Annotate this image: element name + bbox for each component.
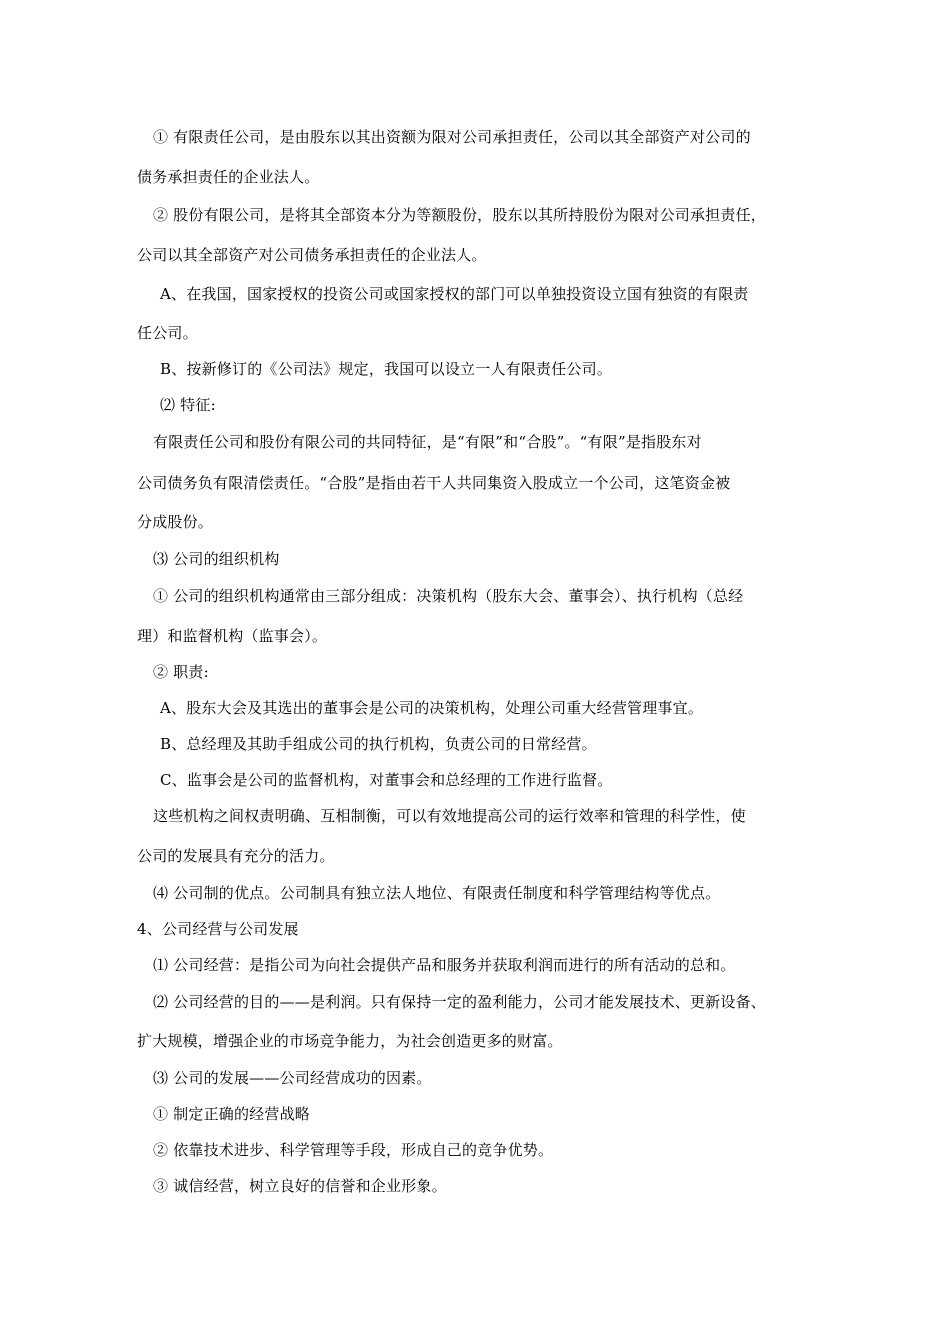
paragraph-line: 公司的发展具有充分的活力。 <box>137 847 335 865</box>
section-heading: ⑶ 公司的组织机构 <box>153 550 280 568</box>
section-heading: ⑵ 特征: <box>160 396 216 414</box>
paragraph-line: 这些机构之间权责明确、互相制衡，可以有效地提高公司的运行效率和管理的科学性，使 <box>153 807 746 825</box>
paragraph-line: 分成股份。 <box>137 513 214 531</box>
paragraph-line: ① 公司的组织机构通常由三部分组成：决策机构（股东大会、董事会）、执行机构（总经 <box>153 587 744 605</box>
paragraph-line: B、按新修订的《公司法》规定，我国可以设立一人有限责任公司。 <box>160 360 613 378</box>
paragraph-line: A、股东大会及其选出的董事会是公司的决策机构，处理公司重大经营管理事宜。 <box>160 699 704 717</box>
paragraph-line: 任公司。 <box>137 324 198 342</box>
paragraph-line: 公司债务负有限清偿责任。“合股”是指由若干人共同集资入股成立一个公司，这笔资金被 <box>137 474 731 492</box>
paragraph-line: ① 有限责任公司，是由股东以其出资额为限对公司承担责任，公司以其全部资产对公司的 <box>153 128 751 146</box>
paragraph-line: ⑵ 公司经营的目的——是利润。只有保持一定的盈利能力，公司才能发展技术、更新设备、 <box>153 993 766 1011</box>
paragraph-line: 公司以其全部资产对公司债务承担责任的企业法人。 <box>137 246 487 264</box>
list-item: ② 依靠技术进步、科学管理等手段，形成自己的竞争优势。 <box>153 1141 554 1159</box>
list-item: ① 制定正确的经营战略 <box>153 1105 310 1123</box>
paragraph-line: ⑷ 公司制的优点。公司制具有独立法人地位、有限责任制度和科学管理结构等优点。 <box>153 884 721 902</box>
list-item: ③ 诚信经营，树立良好的信誉和企业形象。 <box>153 1177 447 1195</box>
paragraph-line: 理）和监督机构（监事会）。 <box>137 627 328 645</box>
section-heading: ⑶ 公司的发展——公司经营成功的因素。 <box>153 1069 432 1087</box>
paragraph-line: 有限责任公司和股份有限公司的共同特征，是“有限”和“合股”。“有限”是指股东对 <box>153 433 702 451</box>
paragraph-line: B、总经理及其助手组成公司的执行机构，负责公司的日常经营。 <box>160 735 597 753</box>
paragraph-line: 债务承担责任的企业法人。 <box>137 168 320 186</box>
paragraph-line: C、监事会是公司的监督机构，对董事会和总经理的工作进行监督。 <box>160 771 613 789</box>
paragraph-line: A、在我国，国家授权的投资公司或国家授权的部门可以单独投资设立国有独资的有限责 <box>160 285 749 303</box>
section-heading: ② 职责: <box>153 663 209 681</box>
paragraph-line: ⑴ 公司经营：是指公司为向社会提供产品和服务并获取利润而进行的所有活动的总和。 <box>153 956 736 974</box>
paragraph-line: ② 股份有限公司，是将其全部资本分为等额股份，股东以其所持股份为限对公司承担责任， <box>153 206 766 224</box>
section-heading: 4、公司经营与公司发展 <box>137 920 299 938</box>
paragraph-line: 扩大规模，增强企业的市场竞争能力，为社会创造更多的财富。 <box>137 1032 563 1050</box>
